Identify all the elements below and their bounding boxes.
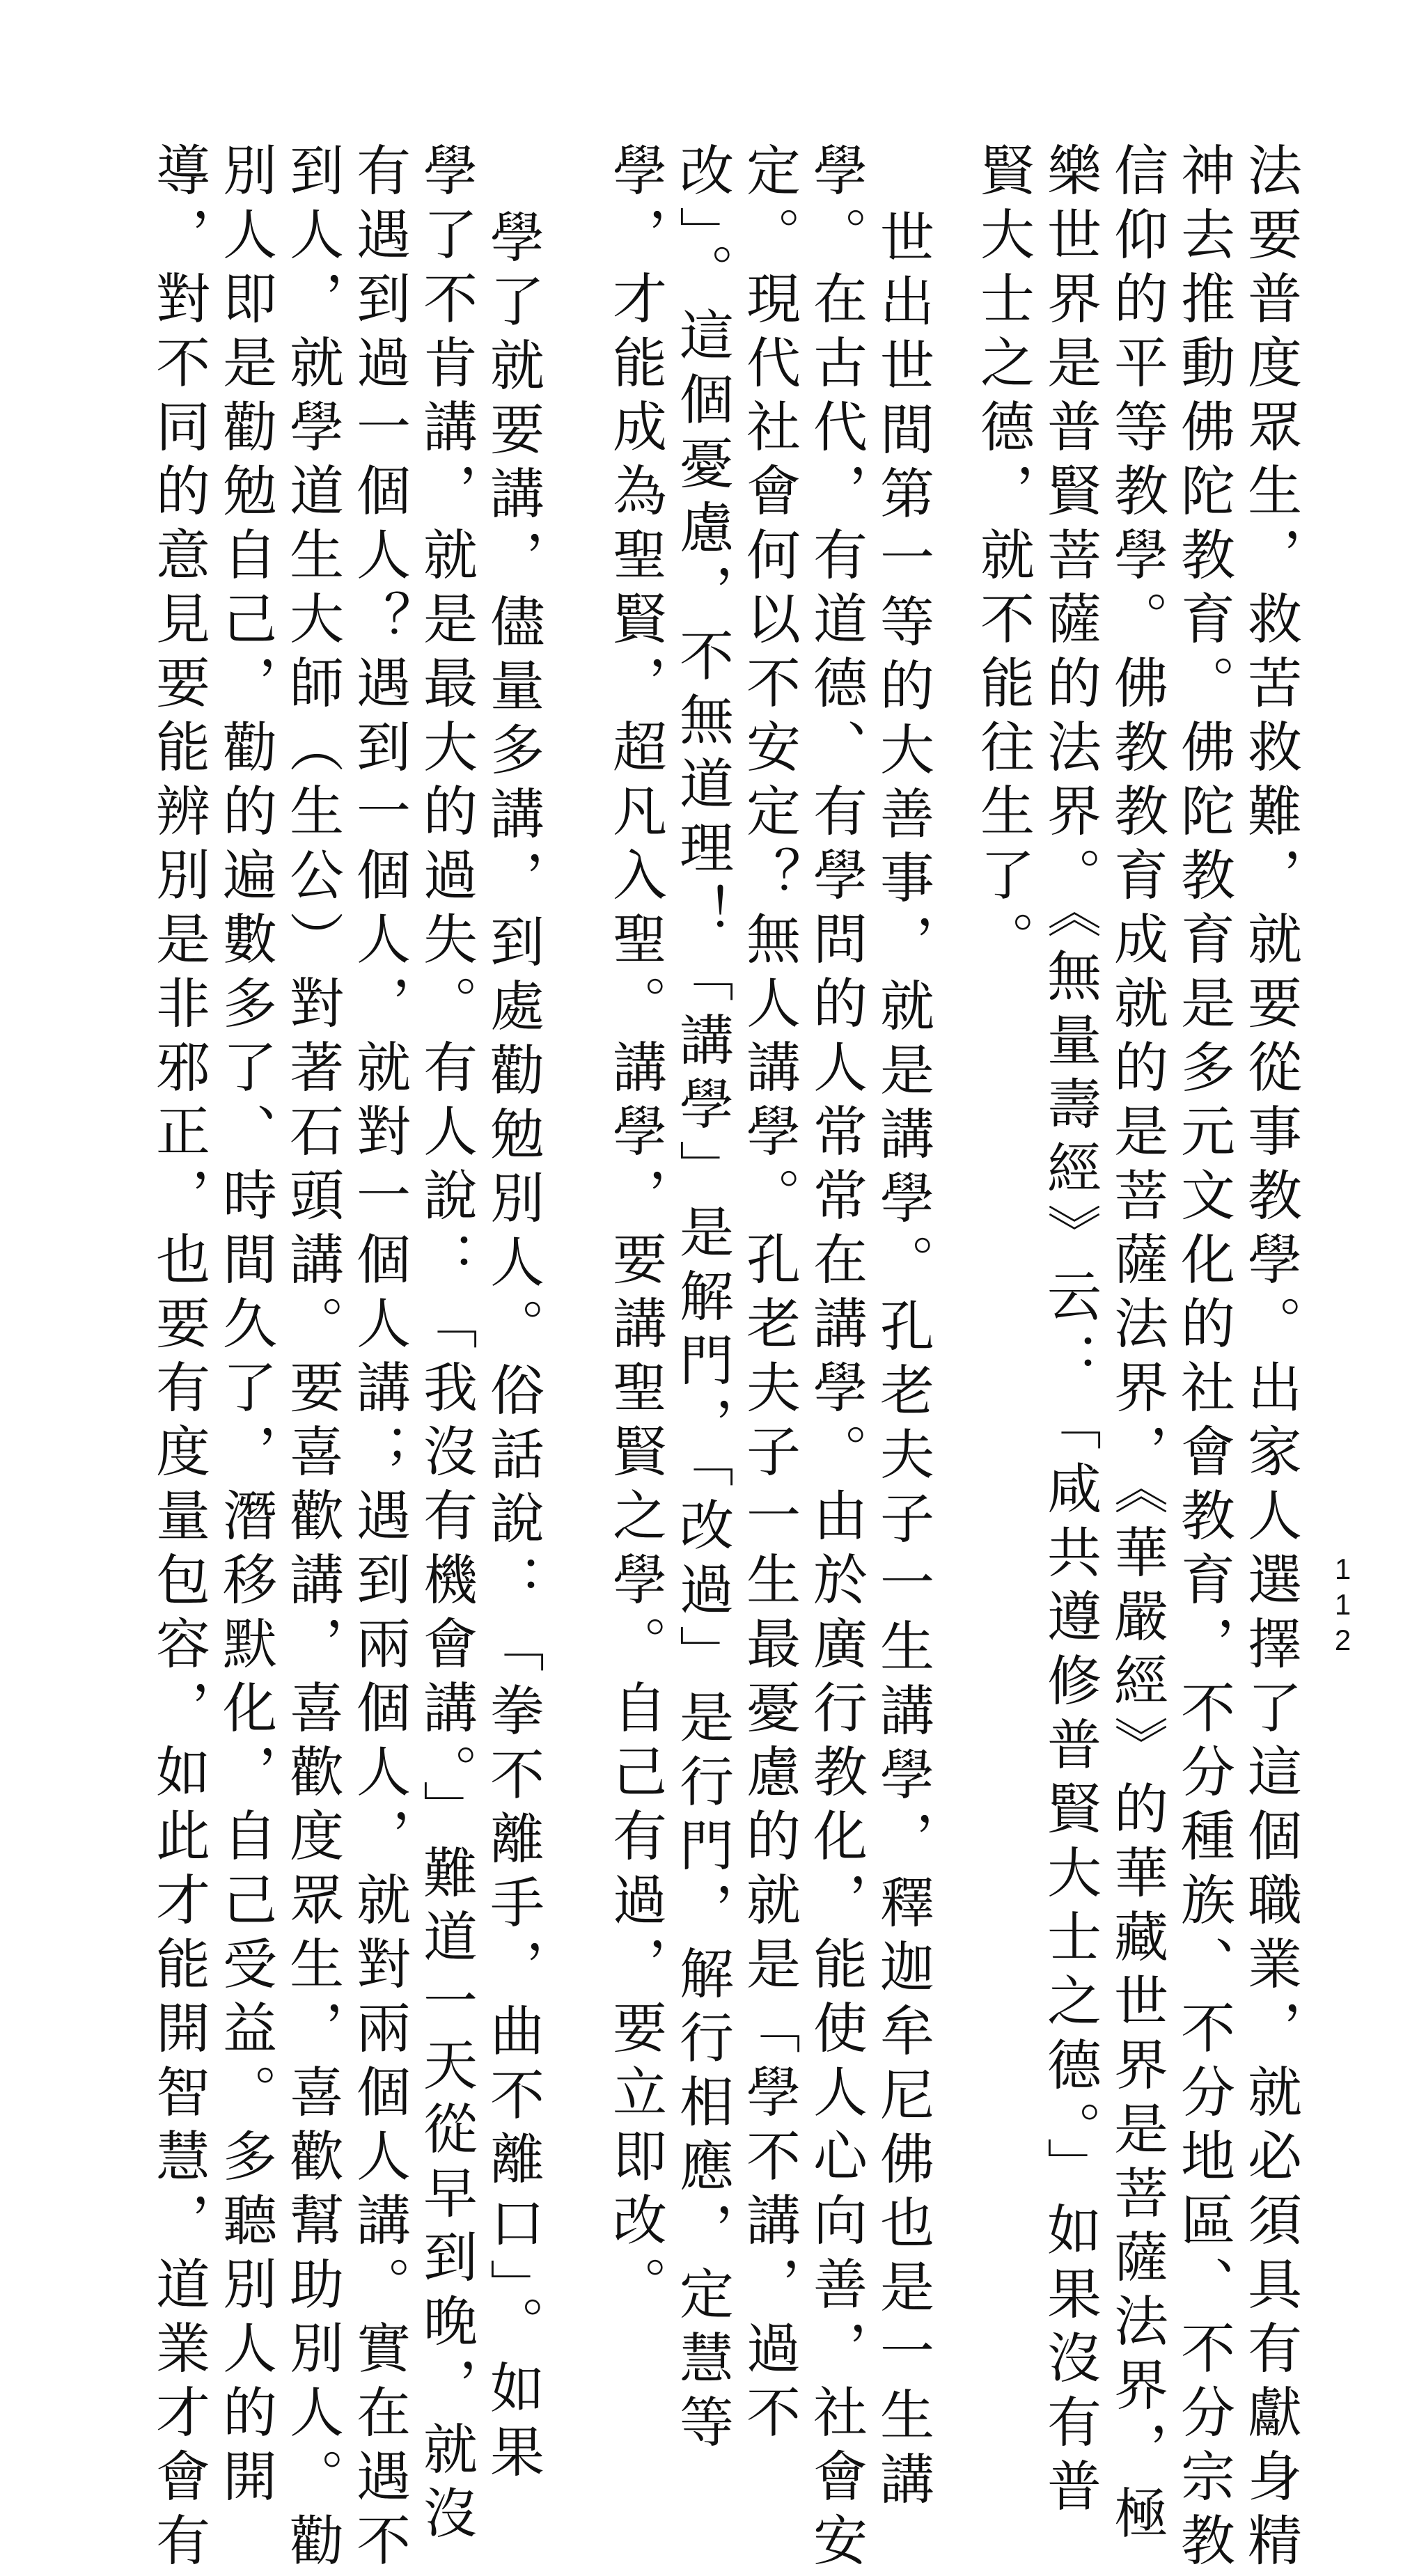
text-line: 改」。這個憂慮，不無道理！「講學」是解門，「改過」是行門，解行相應，定慧等	[671, 142, 733, 2458]
text-line: 導，對不同的意見要能辨別是非邪正，也要有度量包容，如此才能開智慧，道業才會有	[147, 142, 210, 2576]
text-line: 賢大士之德，就不能往生了。	[971, 142, 1034, 975]
text-line: 學了不肯講，就是最大的過失。有人說：「我沒有機會講。」難道一天從早到晚，就沒	[414, 142, 477, 2549]
text-line: 學。在古代，有道德、有學問的人常常在講學。由於廣行教化，能使人心向善，社會安	[804, 142, 867, 2576]
text-line: 樂世界是普賢菩薩的法界。《無量壽經》云：「咸共遵修普賢大士之德。」如果沒有普	[1038, 142, 1101, 2522]
text-line: 別人即是勸勉自己，勸的遍數多了、時間久了，潛移默化，自己受益。多聽別人的開	[214, 142, 276, 2512]
text-line: 學了就要講，儘量多講，到處勸勉別人。俗話說：「拳不離手，曲不離口」。如果	[481, 209, 544, 2488]
text-line: 定。現代社會何以不安定？無人講學。孔老夫子一生最憂慮的就是「學不講，過不	[737, 142, 800, 2448]
page-number: 112	[1326, 1553, 1359, 1659]
text-line: 信仰的平等教學。佛教教育成就的是菩薩法界，《華嚴經》的華藏世界是菩薩法界，極	[1105, 142, 1168, 2549]
text-line: 學，才能成為聖賢，超凡入聖。講學，要講聖賢之學。自己有過，要立即改。	[604, 142, 666, 2320]
text-line: 神去推動佛陀教育。佛陀教育是多元文化的社會教育，不分種族、不分地區、不分宗教	[1172, 142, 1235, 2576]
text-line: 到人，就學道生大師（生公）對著石頭講。要喜歡講，喜歡度眾生，喜歡幫助別人。勸	[281, 142, 343, 2576]
text-line: 有遇到過一個人？遇到一個人，就對一個人講；遇到兩個人，就對兩個人講。實在遇不	[347, 142, 410, 2576]
text-line: 法要普度眾生，救苦救難，就要從事教學。出家人選擇了這個職業，就必須具有獻身精	[1239, 142, 1301, 2576]
text-line: 世出世間第一等的大善事，就是講學。孔老夫子一生講學，釋迦牟尼佛也是一生講	[871, 209, 934, 2515]
